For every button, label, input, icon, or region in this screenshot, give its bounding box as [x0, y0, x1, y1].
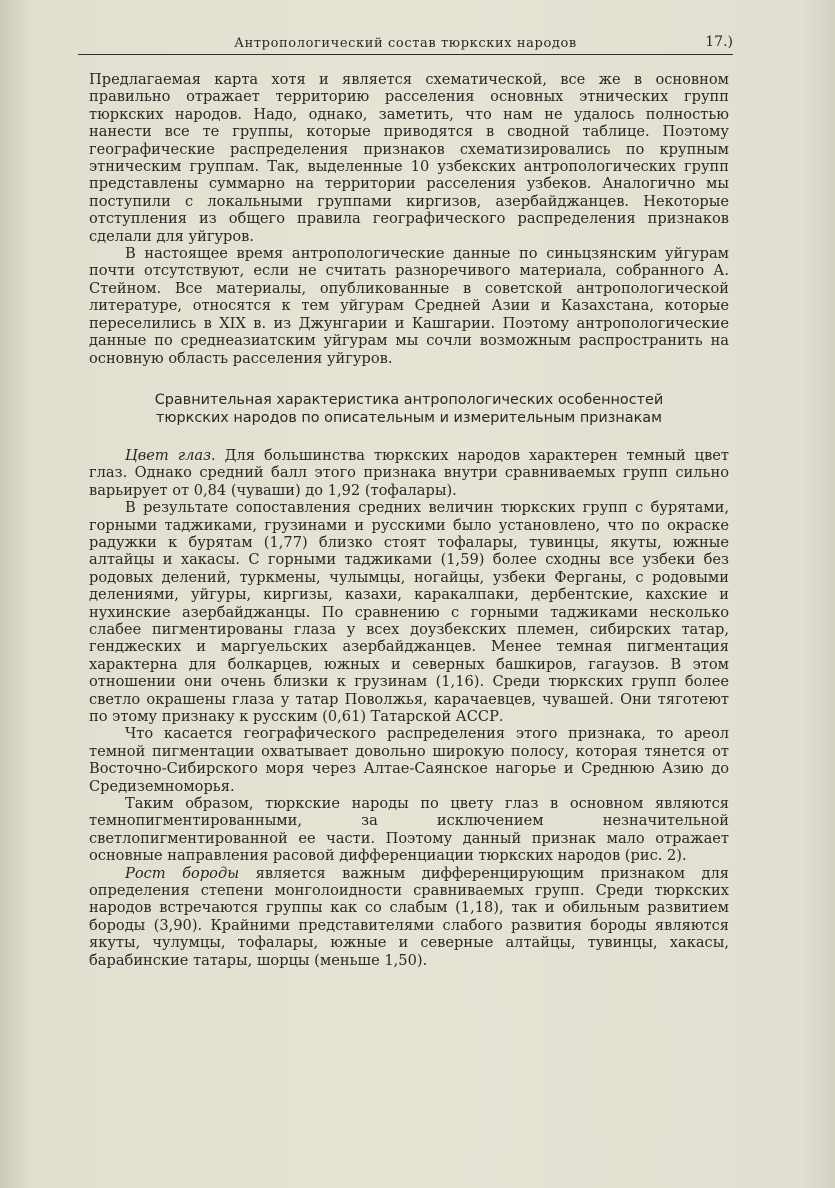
paragraph-map-description: Предлагаемая карта хотя и является схематической, все же в основном правильно отражает территорию расселения основных этнических групп тюркских народов. Надо, однако, заметить, что нам не удалось полностью нанести все те группы, которые приводятся в сводной таблице. Поэтому географические распределения признаков схематизировались по крупным этническим группам. Так, выделенные 10 узбекских антропологических групп представлены суммарно на территории расселения узбеков. Аналогично мы поступили с локальными группами киргизов, азербайджанцев. Некоторые отступления из общего правила географического распределения признаков сделали для уйгуров. [89, 71, 729, 245]
paragraph-eye-color-comparison: В результате сопоставления средних величин тюркских групп с бурятами, горными таджиками, грузинами и русскими было установлено, что по окраске радужки к бурятам (1,77) близко стоят тофалары, тувинцы, якуты, южные алтайцы и хакасы. С горными таджиками (1,59) более сходны все узбеки без родовых делений, туркмены, чулымцы, ногайцы, узбеки Ферганы, с родовыми делениями, уйгуры, киргизы, казахи, каракалпаки, дербентские, кахские и нухинские азербайджанцы. По сравнению с горными таджиками несколько слабее пигментированы глаза у всех доузбекских племен, сибирских татар, генджеских и маргуельских азербайджанцев. Менее темная пигментация характерна для болкарцев, южных и северных башкиров, гагаузов. В этом отношении они очень близки к грузинам (1,16). Среди тюркских групп более светло окрашены глаза у татар Поволжья, карачаевцев, чувашей. Они тяготеют по этому признаку к русским (0,61) Татарской АССР. [89, 499, 729, 725]
paragraph-beard-growth [89, 865, 729, 969]
paragraph-eye-color-geography: Что касается географического распределения этого признака, то ареол темной пигментации охватывает довольно широкую полосу, которая тянется от Восточно-Сибирского моря через Алтае-Саянское нагорье и Среднюю Азию до Средиземноморья. [89, 725, 729, 795]
eye-color-lead: Цвет глаз. [125, 446, 216, 464]
beard-growth-lead: Рост бороды [125, 864, 240, 882]
section-heading-line-2: тюркских народов по описательным и измерительным признакам [156, 409, 662, 426]
page-number: 17.) [705, 34, 733, 50]
paragraph-uighur-data: В настоящее время антропологические данные по синьцзянским уйгурам почти отсутствуют, если не считать разноречивого материала, собранного А. Стейном. Все материалы, опубликованные в советской антропологической литературе, относятся к тем уйгурам Средней Азии и Казахстана, которые переселились в XIX в. из Джунгарии и Кашгарии. Поэтому антропологические данные по среднеазиатским уйгурам мы сочли возможным распространить на основную область расселения уйгуров. [89, 245, 729, 367]
section-heading [89, 391, 729, 427]
paragraph-eye-color [89, 447, 729, 499]
section-heading-line-1: Сравнительная характеристика антропологических особенностей [154, 391, 664, 408]
beard-growth-text: является важным дифференцирующим признаком для определения степени монголоидности сравниваемых групп. Среди тюркских народов встречаются группы как со слабым (1,18), так и обильным развитием бороды (3,90). Крайними представителями слабого развития бороды являются якуты, чулумцы, тофалары, южные и северные алтайцы, тувинцы, хакасы, барабинские татары, шорцы (меньше 1,50). [89, 864, 729, 969]
eye-color-text: Для большинства тюркских народов характерен темный цвет глаз. Однако средний балл этого признака внутри сравниваемых групп сильно варьирует от 0,84 (чуваши) до 1,92 (тофалары). [89, 446, 729, 499]
page-body [89, 71, 729, 969]
page-header [78, 30, 733, 55]
running-title: Антропологический состав тюркских народов [234, 36, 577, 51]
paragraph-eye-color-conclusion: Таким образом, тюркские народы по цвету глаз в основном являются темнопигментированными, за исключением незначительной светлопигментированной ее части. Поэтому данный признак мало отражает основные направления расовой дифференциации тюркских народов (рис. 2). [89, 795, 729, 865]
